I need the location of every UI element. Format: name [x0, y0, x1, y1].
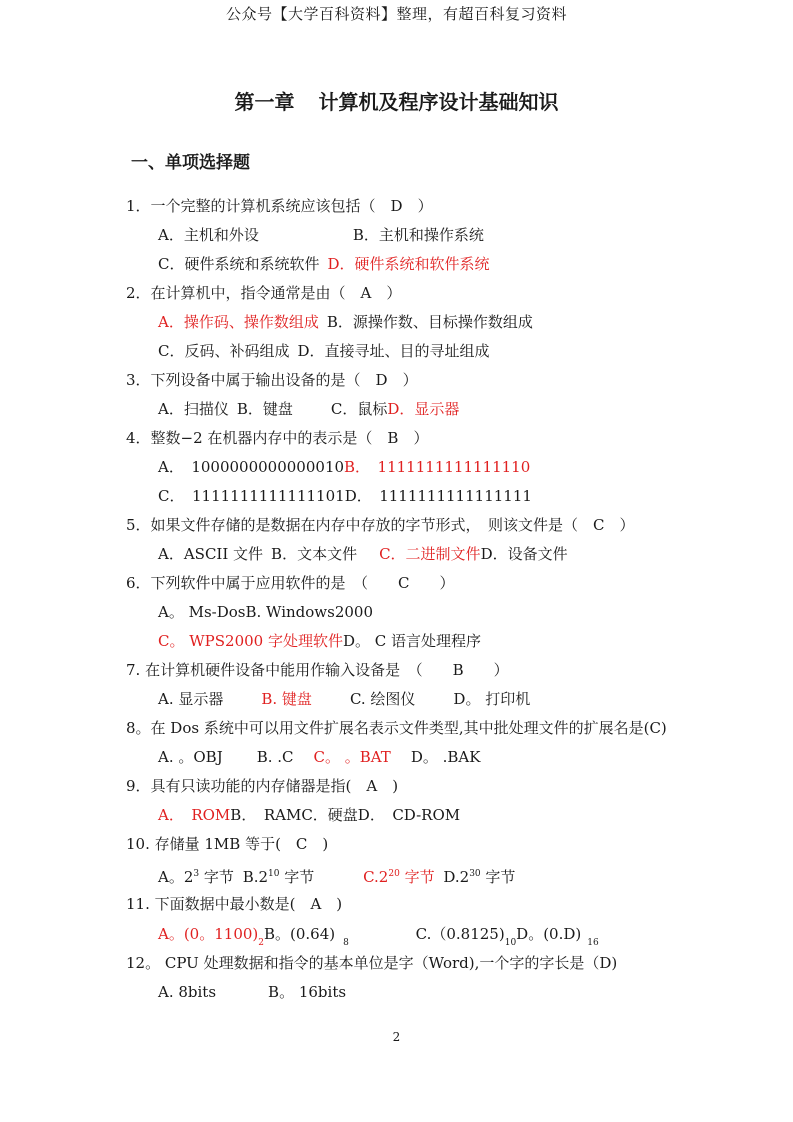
- q7-option-a: A. 显示器: [158, 690, 224, 708]
- question-9-options: [158, 805, 460, 825]
- q8-option-a: A. 。OBJ: [158, 748, 223, 766]
- question-4-options-row1: [158, 457, 530, 477]
- question-5: 5．如果文件存储的是数据在内存中存放的字节形式， 则该文件是（ C ）: [126, 516, 635, 534]
- page-number: 2: [392, 1030, 401, 1044]
- question-3-options: [158, 399, 459, 419]
- q3-option-a: A．扫描仪: [158, 400, 229, 418]
- q6-option-ab: A。 Ms-DosB. Windows2000: [158, 603, 373, 621]
- question-4: 4．整数−2 在机器内存中的表示是（ B ）: [126, 429, 429, 447]
- q1-option-b: B．主机和操作系统: [352, 226, 484, 244]
- q5-option-c-answer: C．二进制文件: [379, 545, 481, 563]
- question-2: 2．在计算机中，指令通常是由（ A ）: [126, 284, 402, 302]
- q3-option-d-answer: D．显示器: [387, 400, 460, 418]
- q7-option-b-answer: B. 键盘: [261, 690, 312, 708]
- question-1-options-row2: [158, 254, 490, 274]
- q4-option-c: C． 1111111111111101: [158, 487, 345, 505]
- question-5-options: [158, 544, 568, 564]
- question-6-options-row1: [158, 602, 373, 622]
- q9-option-c: C．硬盘: [301, 806, 358, 824]
- q1-option-c: C．硬件系统和系统软件: [158, 255, 320, 273]
- q3-option-c: C．鼠标: [330, 400, 388, 418]
- question-3: 3．下列设备中属于输出设备的是（ D ）: [126, 371, 418, 389]
- q2-option-a-answer: A．操作码、操作数组成: [158, 313, 319, 331]
- q5-option-b: B．文本文件: [271, 545, 358, 563]
- q1-option-d-answer: D．硬件系统和软件系统: [327, 255, 490, 273]
- question-1-options-row1: [158, 225, 484, 245]
- q2-option-c: C．反码、补码组成: [158, 342, 290, 360]
- question-11-options: [158, 924, 599, 953]
- question-7: 7. 在计算机硬件设备中能用作输入设备是 （ B ）: [126, 661, 509, 679]
- q11-option-c: $C.(0.8125)_{10}$: [415, 925, 517, 948]
- q10-option-c-answer: $C.2^{20}$ 字节: [363, 868, 435, 886]
- chapter-number: 第一章: [234, 90, 295, 114]
- q11-option-b: B。(0.64) $_8$: [264, 925, 349, 948]
- question-6: 6．下列软件中属于应用软件的是 （ C ）: [126, 574, 455, 592]
- q12-option-a: A. 8bits: [158, 983, 217, 1001]
- question-4-options-row2: [158, 486, 532, 506]
- q9-option-b: B． RAM: [230, 806, 302, 824]
- chapter-name: 计算机及程序设计基础知识: [318, 90, 559, 114]
- question-2-options-row2: [158, 341, 490, 361]
- q11-option-a-answer: A。(0。$1100)_2$: [158, 925, 264, 948]
- chapter-title: [0, 86, 793, 115]
- q3-option-b: B．键盘: [236, 400, 293, 418]
- question-12: 12。 CPU 处理数据和指令的基本单位是字（Word),一个字的字长是（D): [126, 954, 618, 972]
- q4-option-b-answer: B． 1111111111111110: [344, 458, 531, 476]
- q10-option-d: $D.2^{30}$ 字节: [443, 868, 516, 886]
- q11-option-d: D。(0.D) $_{16}$: [516, 925, 599, 948]
- question-7-options: [158, 689, 530, 709]
- q4-option-d: D． 1111111111111111: [344, 487, 532, 505]
- q5-option-d: D．设备文件: [480, 545, 568, 563]
- q2-option-d: D．直接寻址、目的寻址组成: [297, 342, 490, 360]
- q7-option-d: D。 打印机: [453, 690, 531, 708]
- q1-option-a: A．主机和外设: [158, 226, 259, 244]
- q5-option-a: A．ASCII 文件: [158, 545, 264, 563]
- q9-option-d: D． CD-ROM: [357, 806, 461, 824]
- question-12-options: [158, 982, 346, 1002]
- q4-option-a: A． 1000000000000010: [158, 458, 345, 476]
- q8-option-c-answer: C。 。BAT: [313, 748, 391, 766]
- q6-option-c-answer: C。 WPS2000 字处理软件: [158, 632, 343, 650]
- q8-option-d: D。 .BAK: [410, 748, 481, 766]
- section-heading: 一、单项选择题: [131, 153, 250, 173]
- q2-option-b: B．源操作数、目标操作数组成: [326, 313, 533, 331]
- page-header: 公众号【大学百科资料】整理，有超百科复习资料: [225, 5, 567, 23]
- question-8: 8。在 Dos 系统中可以用文件扩展名表示文件类型,其中批处理文件的扩展名是(C): [126, 719, 667, 737]
- question-11: 11. 下面数据中最小数是( A ): [126, 895, 343, 913]
- q6-option-d: D。 C 语言处理程序: [342, 632, 482, 650]
- question-8-options: [158, 747, 480, 767]
- question-2-options-row1: [158, 312, 533, 332]
- question-10-options: [158, 864, 515, 887]
- q8-option-b: B. .C: [256, 748, 294, 766]
- q9-option-a-answer: A． ROM: [158, 806, 231, 824]
- q10-option-b: $B.2^{10}$ 字节: [242, 868, 315, 886]
- question-6-options-row2: [158, 631, 481, 651]
- q7-option-c: C. 绘图仪: [349, 690, 416, 708]
- question-9: 9．具有只读功能的内存储器是指( A ): [126, 777, 399, 795]
- question-10: 10. 存储量 1MB 等于( C ): [126, 835, 329, 853]
- q10-option-a: A。$2^3$ 字节: [158, 868, 234, 886]
- question-1: 1．一个完整的计算机系统应该包括（ D ）: [126, 197, 433, 215]
- q12-option-b: B。 16bits: [268, 983, 347, 1001]
